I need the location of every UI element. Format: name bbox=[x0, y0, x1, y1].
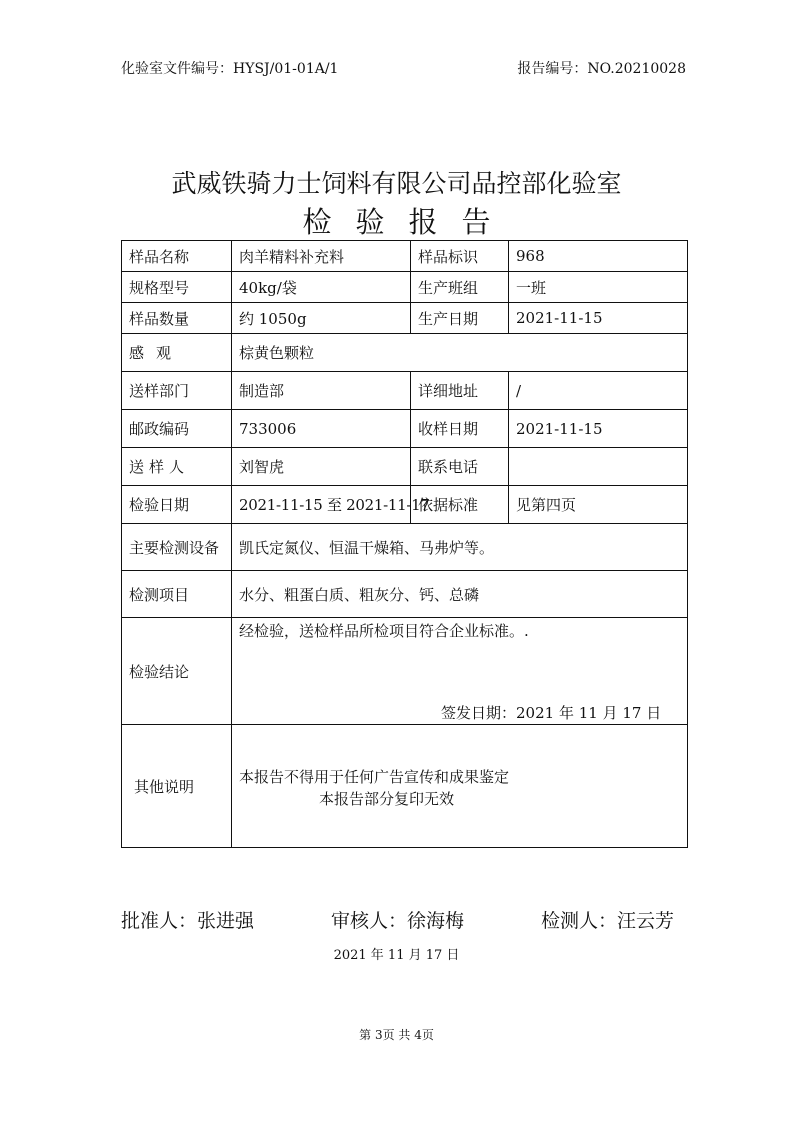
approver-signature: 批准人：张进强 bbox=[121, 910, 255, 932]
signature-date: 2021 年 11 月 17 日 bbox=[333, 948, 460, 963]
equipment-value: 凯氏定氮仪、恒温干燥箱、马弗炉等。 bbox=[232, 524, 688, 571]
postcode-value: 733006 bbox=[232, 410, 411, 448]
conclusion-label: 检验结论 bbox=[122, 618, 232, 725]
postcode-label: 邮政编码 bbox=[122, 410, 232, 448]
spec-value: 40kg/袋 bbox=[232, 272, 411, 303]
department-label: 送样部门 bbox=[122, 372, 232, 410]
notes-label: 其他说明 bbox=[122, 725, 232, 848]
report-number: 报告编号：NO.20210028 bbox=[517, 61, 686, 77]
production-date-label: 生产日期 bbox=[411, 303, 509, 334]
sample-name-label: 样品名称 bbox=[122, 241, 232, 272]
lab-file-number: 化验室文件编号：HYSJ/01-01A/1 bbox=[121, 61, 339, 77]
shift-label: 生产班组 bbox=[411, 272, 509, 303]
table-row bbox=[122, 524, 688, 571]
equipment-label: 主要检测设备 bbox=[122, 524, 232, 571]
notes-line-2: 本报告部分复印无效 bbox=[319, 790, 455, 808]
conclusion-cell bbox=[232, 618, 688, 725]
table-row bbox=[122, 618, 688, 725]
table-row bbox=[122, 725, 688, 848]
receive-date-label: 收样日期 bbox=[411, 410, 509, 448]
table-row bbox=[122, 410, 688, 448]
spec-label: 规格型号 bbox=[122, 272, 232, 303]
appearance-label: 感观 bbox=[122, 334, 232, 372]
test-items-label: 检测项目 bbox=[122, 571, 232, 618]
table-row bbox=[122, 571, 688, 618]
quantity-value: 约 1050g bbox=[232, 303, 411, 334]
sample-id-value: 968 bbox=[509, 241, 688, 272]
table-row bbox=[122, 303, 688, 334]
reviewer-signature: 审核人：徐海梅 bbox=[331, 910, 465, 932]
standard-value: 见第四页 bbox=[509, 486, 688, 524]
sender-value: 刘智虎 bbox=[232, 448, 411, 486]
test-items-value: 水分、粗蛋白质、粗灰分、钙、总磷 bbox=[232, 571, 688, 618]
tester-signature: 检测人：汪云芳 bbox=[541, 910, 675, 932]
inspection-report-table bbox=[121, 240, 688, 848]
table-row bbox=[122, 372, 688, 410]
notes-cell bbox=[232, 725, 688, 848]
department-value: 制造部 bbox=[232, 372, 411, 410]
address-label: 详细地址 bbox=[411, 372, 509, 410]
appearance-value: 棕黄色颗粒 bbox=[232, 334, 688, 372]
issue-date: 签发日期：2021 年 11 月 17 日 bbox=[441, 704, 662, 722]
notes-line-1: 本报告不得用于任何广告宣传和成果鉴定 bbox=[239, 768, 510, 786]
production-date-value: 2021-11-15 bbox=[509, 303, 688, 334]
conclusion-text: 经检验，送检样品所检项目符合企业标准。. bbox=[239, 622, 529, 640]
shift-value: 一班 bbox=[509, 272, 688, 303]
table-row bbox=[122, 272, 688, 303]
address-value: / bbox=[509, 372, 688, 410]
quantity-label: 样品数量 bbox=[122, 303, 232, 334]
receive-date-value: 2021-11-15 bbox=[509, 410, 688, 448]
test-date-label: 检验日期 bbox=[122, 486, 232, 524]
table-row bbox=[122, 241, 688, 272]
table-row bbox=[122, 334, 688, 372]
sample-name-value: 肉羊精料补充料 bbox=[232, 241, 411, 272]
company-title: 武威铁骑力士饲料有限公司品控部化验室 bbox=[171, 169, 622, 198]
standard-label: 依据标准 bbox=[411, 486, 509, 524]
table-row bbox=[122, 448, 688, 486]
report-title: 检验报告 bbox=[302, 205, 515, 239]
phone-value bbox=[509, 448, 688, 486]
table-row bbox=[122, 486, 688, 524]
sender-label: 送样人 bbox=[122, 448, 232, 486]
test-date-value: 2021-11-15 至 2021-11-17 bbox=[232, 486, 411, 524]
sample-id-label: 样品标识 bbox=[411, 241, 509, 272]
page-number: 第 3页 共 4页 bbox=[359, 1028, 434, 1042]
phone-label: 联系电话 bbox=[411, 448, 509, 486]
